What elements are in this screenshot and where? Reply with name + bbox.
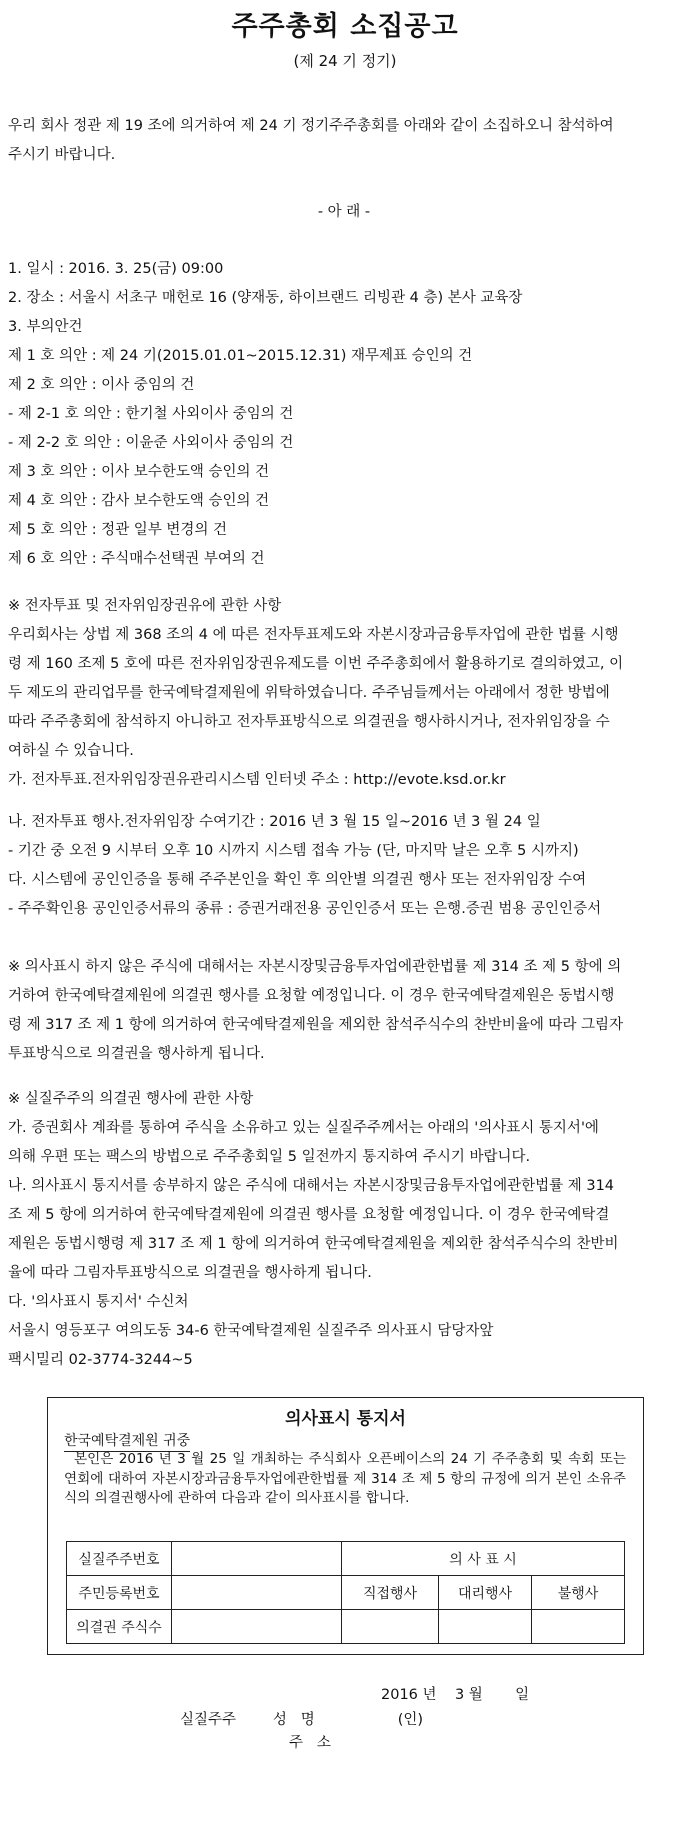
footer-seal: (인) bbox=[397, 1712, 424, 1728]
meeting-place: 2. 장소 : 서울시 서초구 매헌로 16 (양재동, 하이브랜드 리빙관 4 층) 본사 교육장 bbox=[8, 290, 523, 306]
footer-day: 일 bbox=[515, 1687, 530, 1703]
label-shareholder-number: 실질주주번호 bbox=[67, 1542, 172, 1576]
notice-form-box bbox=[47, 1397, 644, 1655]
footer-year: 2016 년 bbox=[381, 1687, 437, 1703]
evote-period-line: 다. 시스템에 공인인증을 통해 주주본인을 확인 후 의안별 의결권 행사 또는 전자위임장 수여 bbox=[8, 872, 587, 888]
shadow-vote-section bbox=[8, 953, 680, 1069]
direct-shares-field[interactable] bbox=[342, 1610, 439, 1644]
option-direct: 직접행사 bbox=[342, 1576, 439, 1610]
meeting-section bbox=[8, 255, 680, 574]
shadow-vote-line: 령 제 317 조 제 1 항에 의거하여 한국예탁결제원을 제외한 참석주식수의 찬반비율에 따라 그림자 bbox=[8, 1017, 624, 1033]
meeting-date: 1. 일시 : 2016. 3. 25(금) 09:00 bbox=[8, 261, 224, 277]
option-proxy: 대리행사 bbox=[439, 1576, 532, 1610]
shadow-vote-line: 투표방식으로 의결권을 행사하게 됩니다. bbox=[8, 1046, 265, 1062]
voting-shares-field[interactable] bbox=[172, 1610, 342, 1644]
beneficial-line: ※ 실질주주의 의결권 행사에 관한 사항 bbox=[8, 1091, 254, 1107]
page-subtitle: (제 24 기 정기) bbox=[293, 52, 397, 70]
evote-period-line: - 주주확인용 공인인증서류의 종류 : 증권거래전용 공인인증서 또는 은행.증권 범용 공인인증서 bbox=[8, 901, 602, 917]
notice-form-table bbox=[66, 1541, 625, 1644]
notice-title: 의사표시 통지서 bbox=[285, 1409, 406, 1429]
footer-name-row bbox=[180, 1708, 423, 1729]
evote-line: 우리회사는 상법 제 368 조의 4 에 따른 전자투표제도와 자본시장과금융투자업에 관한 법률 시행 bbox=[8, 627, 619, 643]
evote-section bbox=[8, 592, 680, 795]
evote-period-line: - 기간 중 오전 9 시부터 오후 10 시까지 시스템 접속 가능 (단, 마지막 날은 오후 5 시까지) bbox=[8, 843, 579, 859]
intent-header: 의 사 표 시 bbox=[342, 1542, 625, 1576]
evote-line: 두 제도의 관리업무를 한국예탁결제원에 위탁하였습니다. 주주님들께서는 아래에서 정한 방법에 bbox=[8, 685, 610, 701]
agenda-item: 제 6 호 의안 : 주식매수선택권 부여의 건 bbox=[8, 551, 265, 567]
intro-line: 우리 회사 정관 제 19 조에 의거하여 제 24 기 정기주주총회를 아래와 같이 소집하오니 참석하여 bbox=[8, 118, 614, 134]
resident-number-field[interactable] bbox=[172, 1576, 342, 1610]
footer-month: 3 월 bbox=[454, 1687, 483, 1703]
agenda-item: 제 3 호 의안 : 이사 보수한도액 승인의 건 bbox=[8, 464, 270, 480]
evote-line: 령 제 160 조제 5 호에 따른 전자위임장권유제도를 이번 주주총회에서 활용하기로 결의하였고, 이 bbox=[8, 656, 624, 672]
beneficial-line: 나. 의사표시 통지서를 송부하지 않은 주식에 대해서는 자본시장및금융투자업에관한법률 제 314 bbox=[8, 1178, 615, 1194]
page-title: 주주총회 소집공고 bbox=[231, 11, 459, 42]
proxy-shares-field[interactable] bbox=[439, 1610, 532, 1644]
table-row bbox=[67, 1542, 625, 1576]
below-marker: - 아 래 - bbox=[317, 204, 371, 220]
intro-line: 주시기 바랍니다. bbox=[8, 147, 116, 163]
intro-paragraph bbox=[8, 112, 680, 170]
notice-addressee: 한국예탁결제원 귀중 bbox=[64, 1430, 190, 1452]
agenda-item: 제 2 호 의안 : 이사 중임의 건 bbox=[8, 377, 195, 393]
agenda-heading: 3. 부의안건 bbox=[8, 319, 83, 335]
shadow-vote-line: 거하여 한국예탁결제원에 의결권 행사를 요청할 예정입니다. 이 경우 한국예탁결제원은 동법시행 bbox=[8, 988, 615, 1004]
beneficial-line: 다. '의사표시 통지서' 수신처 bbox=[8, 1294, 189, 1310]
agenda-item: - 제 2-1 호 의안 : 한기철 사외이사 중임의 건 bbox=[8, 406, 294, 422]
beneficial-section bbox=[8, 1085, 680, 1375]
beneficial-line: 율에 따라 그림자투표방식으로 의결권을 행사하게 됩니다. bbox=[8, 1265, 372, 1281]
beneficial-line: 의해 우편 또는 팩스의 방법으로 주주총회일 5 일전까지 통지하여 주시기 바랍니다. bbox=[8, 1149, 531, 1165]
beneficial-line: 조 제 5 항에 의거하여 한국예탁결제원에 의결권 행사를 요청할 예정입니다. 이 경우 한국예탁결 bbox=[8, 1207, 610, 1223]
evote-line: 여하실 수 있습니다. bbox=[8, 743, 134, 759]
footer-name-label: 성 명 bbox=[272, 1712, 315, 1728]
agenda-item: 제 5 호 의안 : 정관 일부 변경의 건 bbox=[8, 522, 228, 538]
agenda-item: 제 4 호 의안 : 감사 보수한도액 승인의 건 bbox=[8, 493, 270, 509]
notice-body: 본인은 2016 년 3 월 25 일 개최하는 주식회사 오픈베이스의 24 기 주주총회 및 속회 또는 연회에 대하여 자본시장과금융투자업에관한법률 제 314 조 제 5 항의 규정에 의거 본인 소유주식의 의결권행사에 관하여 다음과 같이 의사표시를 합니다. bbox=[64, 1451, 626, 1506]
footer-address-label: 주 소 bbox=[289, 1735, 331, 1751]
footer-address-row bbox=[289, 1731, 331, 1752]
beneficial-fax: 팩시밀리 02-3774-3244~5 bbox=[8, 1352, 193, 1368]
beneficial-address: 서울시 영등포구 여의도동 34-6 한국예탁결제원 실질주주 의사표시 담당자앞 bbox=[8, 1323, 494, 1339]
evote-line: ※ 전자투표 및 전자위임장권유에 관한 사항 bbox=[8, 598, 282, 614]
agenda-item: - 제 2-2 호 의안 : 이윤준 사외이사 중임의 건 bbox=[8, 435, 294, 451]
beneficial-line: 가. 증권회사 계좌를 통하여 주식을 소유하고 있는 실질주주께서는 아래의 '의사표시 통지서'에 bbox=[8, 1120, 599, 1136]
footer-date bbox=[381, 1683, 529, 1704]
footer-holder-label: 실질주주 bbox=[180, 1712, 237, 1728]
agenda-item: 제 1 호 의안 : 제 24 기(2015.01.01~2015.12.31) 재무제표 승인의 건 bbox=[8, 348, 473, 364]
label-voting-shares: 의결권 주식수 bbox=[67, 1610, 172, 1644]
evote-url-line: 가. 전자투표.전자위임장권유관리시스템 인터넷 주소 : http://evote.ksd.or.kr bbox=[8, 772, 506, 788]
table-row bbox=[67, 1610, 625, 1644]
evote-period-section bbox=[8, 808, 680, 924]
shareholder-number-field[interactable] bbox=[172, 1542, 342, 1576]
label-resident-number: 주민등록번호 bbox=[67, 1576, 172, 1610]
table-row bbox=[67, 1576, 625, 1610]
abstain-shares-field[interactable] bbox=[532, 1610, 625, 1644]
evote-line: 따라 주주총회에 참석하지 아니하고 전자투표방식으로 의결권을 행사하시거나, 전자위임장을 수 bbox=[8, 714, 610, 730]
evote-period-line: 나. 전자투표 행사.전자위임장 수여기간 : 2016 년 3 월 15 일~2016 년 3 월 24 일 bbox=[8, 814, 541, 830]
shadow-vote-line: ※ 의사표시 하지 않은 주식에 대해서는 자본시장및금융투자업에관한법률 제 314 조 제 5 항에 의 bbox=[8, 959, 622, 975]
beneficial-line: 제원은 동법시행령 제 317 조 제 1 항에 의거하여 한국예탁결제원을 제외한 참석주식수의 찬반비 bbox=[8, 1236, 619, 1252]
option-abstain: 불행사 bbox=[532, 1576, 625, 1610]
